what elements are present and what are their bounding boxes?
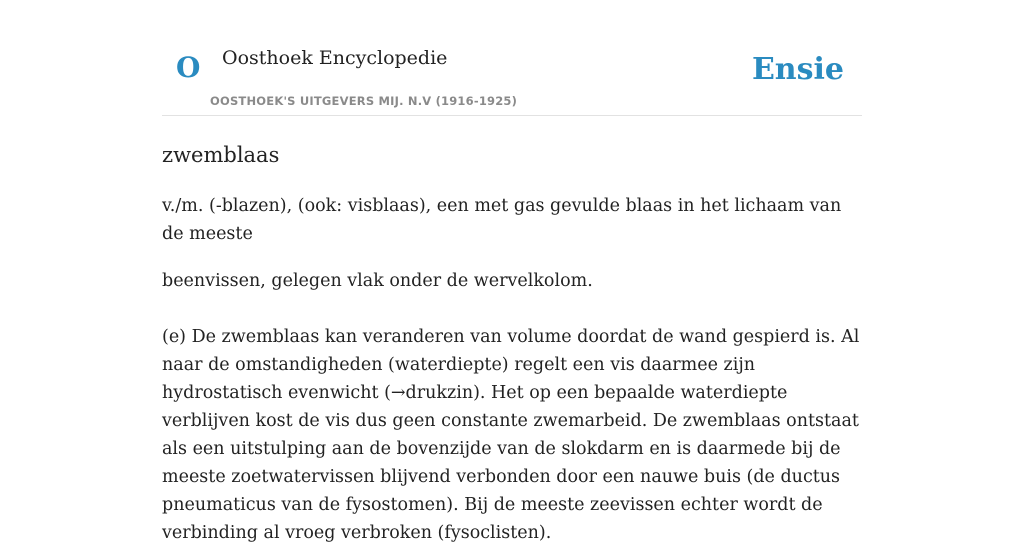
entry-paragraph: v./m. (-blazen), (ook: visblaas), een met gas gevulde blaas in het lichaam van de meeste [162, 196, 842, 244]
book-title-link[interactable]: Oosthoek Encyclopedie [222, 47, 448, 69]
ensie-logo-link[interactable]: Ensie [751, 52, 844, 87]
book-publisher: OOSTHOEK'S UITGEVERS MIJ. N.V (1916-1925) [210, 94, 518, 108]
page-container [162, 0, 862, 543]
entry-title: zwemblaas [162, 143, 280, 167]
site-header [162, 0, 862, 116]
entry-paragraph: (e) De zwemblaas kan veranderen van volume doordat de wand gespierd is. Al naar de omstandigheden (waterdiepte) regelt een vis daarmee zijn hydrostatisch evenwicht (→drukzin). Het op een bepaalde waterdiepte verblijven kost de vis dus geen constante zwemarbeid. De zwemblaas ontstaat als een uitstulping aan de bovenzijde van de slokdarm en is daarmede bij de meeste zoetwatervissen blijvend verbonden door een nauwe buis (de ductus pneumaticus van de fysostomen). Bij de meeste zeevissen echter wordt de verbinding al vroeg verbroken (fysoclisten). [162, 327, 860, 543]
entry-paragraph: beenvissen, gelegen vlak onder de wervelkolom. [162, 271, 593, 291]
book-logo-letter[interactable]: O [176, 51, 201, 84]
